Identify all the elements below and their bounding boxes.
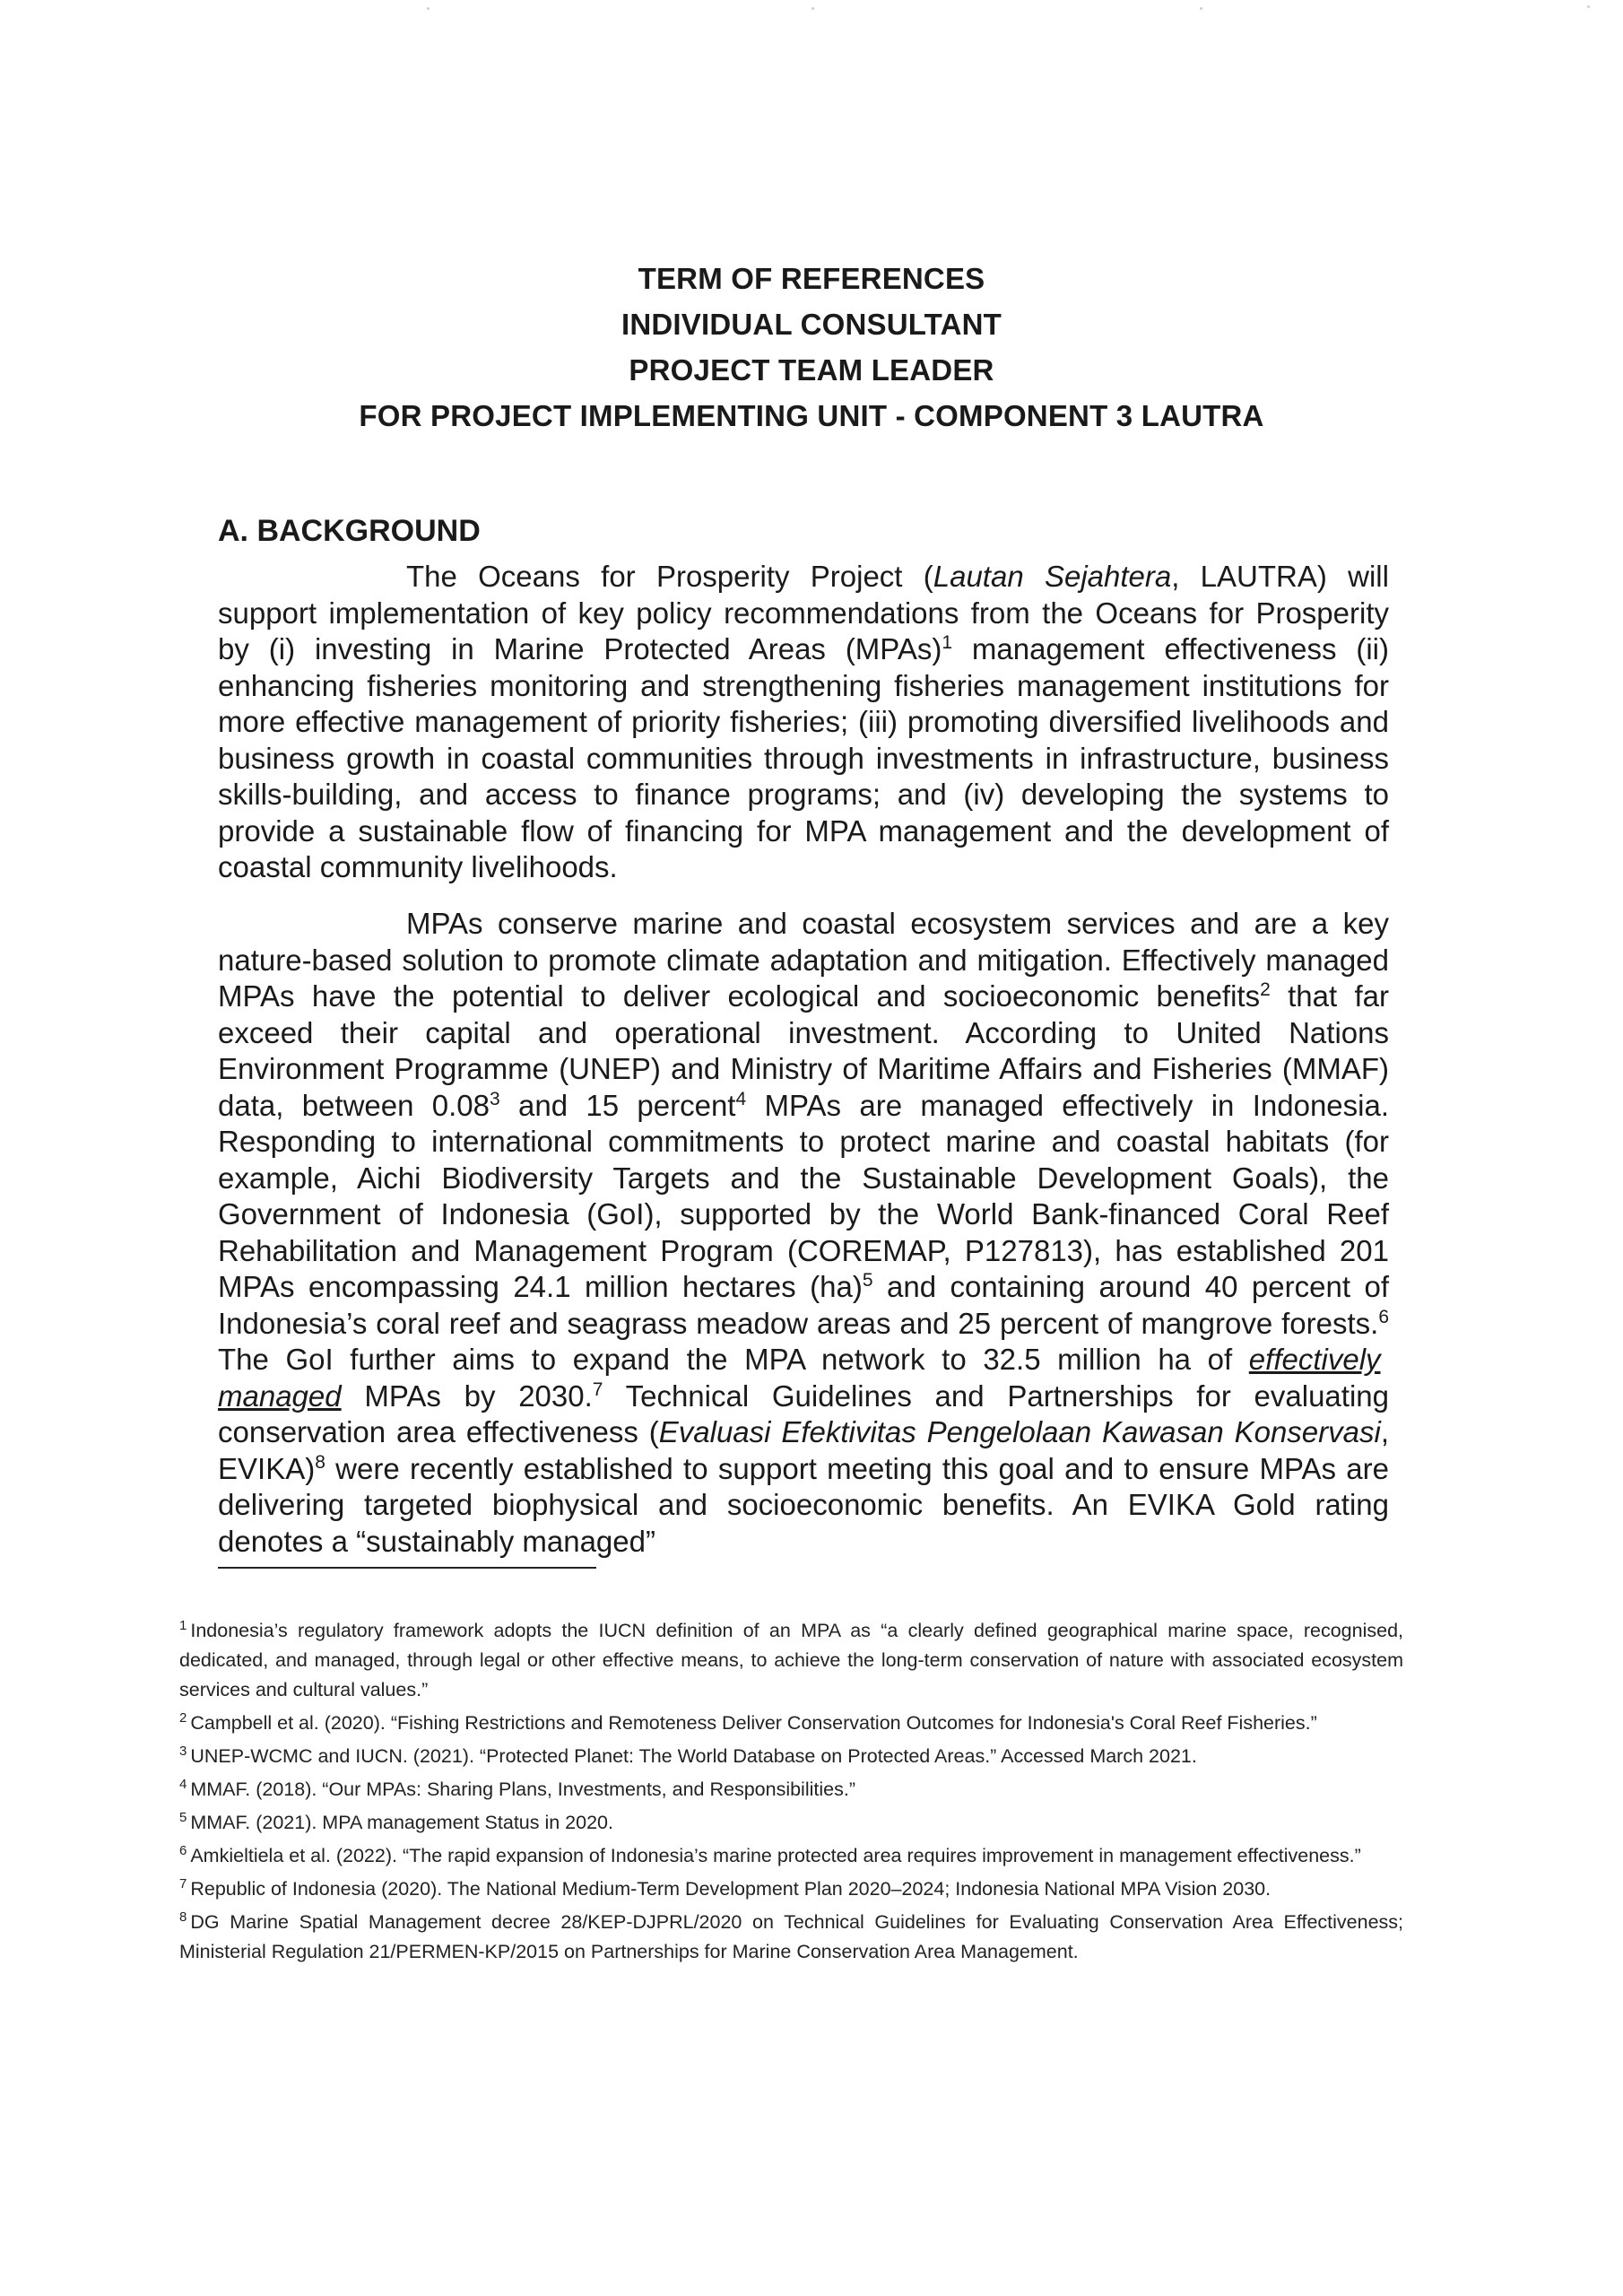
scan-specks — [0, 0, 1623, 27]
footnote-ref-1[interactable]: 1 — [942, 632, 953, 653]
text-run: Technical Guidelines and Partnerships for evaluating conservation area effectiveness ( — [218, 1378, 1389, 1448]
footnote-ref-7[interactable]: 7 — [592, 1378, 603, 1400]
footnote — [179, 1874, 1403, 1904]
footnote-ref-6[interactable]: 6 — [1378, 1306, 1389, 1327]
title-line: FOR PROJECT IMPLEMENTING UNIT - COMPONENT 3 LAUTRA — [359, 399, 1264, 432]
footnote-text: MMAF. (2021). MPA management Status in 2020. — [190, 1812, 613, 1833]
text-run: MPAs are managed effectively in Indonesia. Responding to international commitments to protect marine and coastal habitats (for example, Aichi Biodiversity Targets and the Sustainable Development Goals), the Government of Indonesia (GoI), supported by the World Bank-financed Coral Reef Rehabilitation and Management Program (COREMAP, P127813), has established 201 MPAs encompassing 24.1 million hectares (ha) — [218, 1088, 1390, 1303]
footnote-ref-4[interactable]: 4 — [735, 1088, 747, 1109]
footnote-number: 7 — [179, 1875, 187, 1892]
footnote-number: 6 — [179, 1842, 187, 1858]
text-run: The Oceans for Prosperity Project ( — [406, 560, 933, 593]
footnote-text: MMAF. (2018). “Our MPAs: Sharing Plans, Investments, and Responsibilities.” — [190, 1779, 855, 1800]
footnote — [179, 1742, 1403, 1771]
scan-speck — [1587, 5, 1590, 8]
title-line: INDIVIDUAL CONSULTANT — [621, 308, 1002, 341]
italic-text: Evaluasi Efektivitas Pengelolaan Kawasan Konservasi — [658, 1415, 1381, 1448]
footnote-text: DG Marine Spatial Management decree 28/KEP-DJPRL/2020 on Technical Guidelines for Evaluating Conservation Area Effectiveness; Ministerial Regulation 21/PERMEN-KP/2015 on Partnerships for Marine Conservation Area Management. — [179, 1911, 1403, 1962]
text-run: MPAs by 2030. — [341, 1378, 593, 1413]
footnote — [179, 1709, 1403, 1738]
footnote-text: Amkieltiela et al. (2022). “The rapid expansion of Indonesia’s marine protected area requires improvement in management effectiveness.” — [190, 1845, 1361, 1866]
footnote-ref-5[interactable]: 5 — [862, 1270, 873, 1291]
text-run: were recently established to support meeting this goal and to ensure MPAs are delivering targeted biophysical and socioeconomic benefits. An EVIKA Gold rating denotes a “sustainably managed” — [218, 1451, 1389, 1558]
scan-speck — [812, 7, 814, 10]
footnote-ref-2[interactable]: 2 — [1260, 979, 1271, 1000]
footnote-separator — [218, 1567, 596, 1569]
footnote-text: UNEP-WCMC and IUCN. (2021). “Protected Planet: The World Database on Protected Areas.” Accessed March 2021. — [190, 1745, 1197, 1767]
footnote-number: 8 — [179, 1909, 187, 1925]
footnote-number: 2 — [179, 1709, 187, 1726]
footnote — [179, 1775, 1403, 1805]
footnote-text: Indonesia’s regulatory framework adopts the IUCN definition of an MPA as “a clearly defined geographical marine space, recognised, dedicated, and managed, through legal or other effective means, to achieve the long-term conservation of nature with associated ecosystem services and cultural values.” — [179, 1620, 1403, 1700]
footnote — [179, 1616, 1403, 1705]
scan-speck — [427, 7, 430, 10]
text-run: and 15 percent — [499, 1088, 736, 1122]
footnotes-section — [179, 1616, 1403, 1970]
text-run: , LAUTRA) will support implementation of key policy recommendations from the Oceans for Prosperity by (i) investing in Marine Protected Areas (MPAs) — [218, 560, 1389, 665]
text-run: that far exceed their capital and operational investment. According to United Nations Environment Programme (UNEP) and Ministry of Maritime Affairs and Fisheries (MMAF) data, between 0.08 — [218, 979, 1390, 1122]
background-paragraph-2 — [218, 906, 1389, 1560]
background-paragraph-1 — [218, 559, 1389, 886]
footnote-number: 4 — [179, 1776, 187, 1792]
footnote-text: Republic of Indonesia (2020). The National Medium-Term Development Plan 2020–2024; Indonesia National MPA Vision 2030. — [190, 1878, 1271, 1900]
section-heading-background: A. BACKGROUND — [218, 514, 481, 548]
text-run: and containing around 40 percent of Indonesia’s coral reef and seagrass meadow areas and 25 percent of mangrove forests. — [218, 1270, 1389, 1340]
footnote-ref-8[interactable]: 8 — [315, 1451, 325, 1473]
text-run: management effectiveness (ii) enhancing fisheries monitoring and strengthening fisheries management institutions for more effective management of priority fisheries; (iii) promoting diversified livelihoods and business growth in coastal communities through investments in infrastructure, business skills-building, and access to finance programs; and (iv) developing the systems to provide a sustainable flow of financing for MPA management and the development of coastal community livelihoods. — [218, 632, 1389, 883]
title-line: PROJECT TEAM LEADER — [629, 353, 994, 387]
footnote-number: 5 — [179, 1809, 187, 1825]
title-line: TERM OF REFERENCES — [638, 262, 985, 295]
scan-speck — [1200, 7, 1202, 10]
italic-text: Lautan Sejahtera — [933, 560, 1172, 593]
footnote — [179, 1908, 1403, 1967]
footnote-number: 1 — [179, 1617, 187, 1633]
footnote-number: 3 — [179, 1743, 187, 1759]
footnote-ref-3[interactable]: 3 — [490, 1088, 500, 1109]
document-title — [215, 256, 1408, 439]
text-run: MPAs conserve marine and coastal ecosystem services and are a key nature-based solution to promote climate adaptation and mitigation. Effectively managed MPAs have the potential to deliver ecological and socioeconomic benefits — [218, 907, 1389, 1013]
footnote — [179, 1808, 1403, 1838]
footnote-text: Campbell et al. (2020). “Fishing Restrictions and Remoteness Deliver Conservation Outcomes for Indonesia's Coral Reef Fisheries.” — [190, 1712, 1317, 1734]
underlined-italic-text: effectively managed — [218, 1343, 1381, 1413]
text-run: , EVIKA) — [218, 1415, 1389, 1485]
text-run: The GoI further aims to expand the MPA network to 32.5 million ha of — [218, 1343, 1249, 1376]
footnote — [179, 1841, 1403, 1871]
